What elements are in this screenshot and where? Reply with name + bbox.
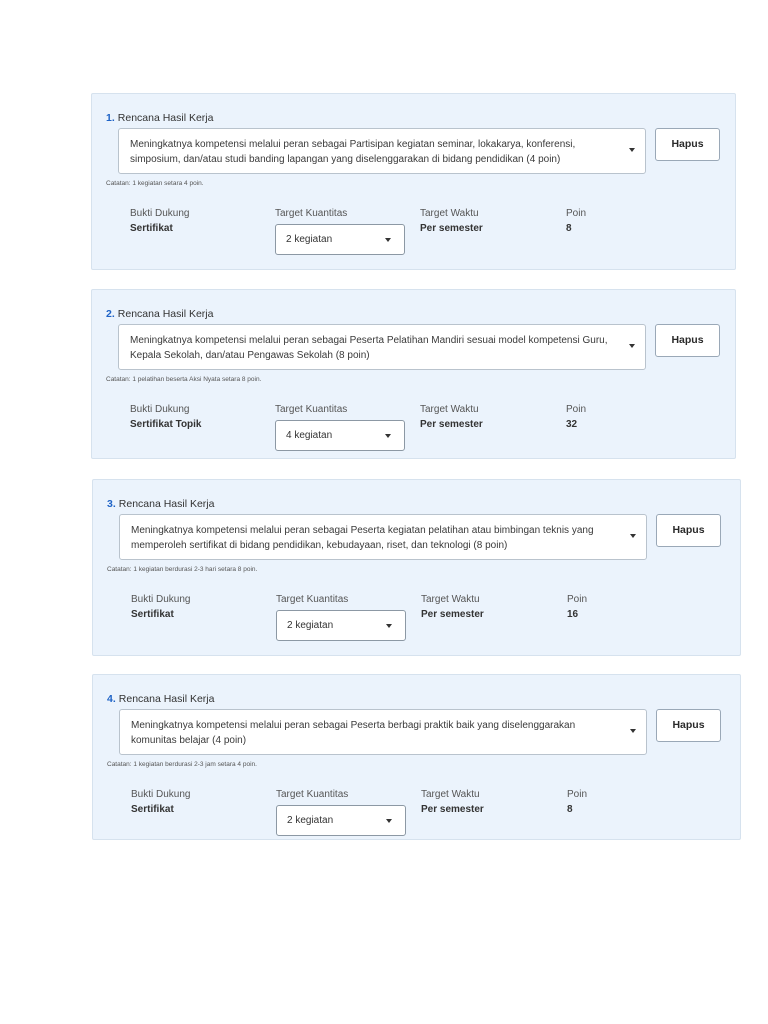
rencana-card-4 (92, 674, 741, 840)
target-kuantitas-value: 2 kegiatan (286, 234, 333, 245)
bukti-dukung-value: Sertifikat (130, 223, 173, 234)
target-kuantitas-label: Target Kuantitas (275, 208, 348, 219)
poin-label: Poin (566, 208, 587, 219)
hapus-button[interactable]: Hapus (656, 514, 721, 547)
bukti-dukung-label: Bukti Dukung (130, 208, 190, 219)
rencana-card-2 (91, 289, 736, 459)
catatan-note: Catatan: 1 kegiatan berdurasi 2-3 hari setara 8 poin. (107, 566, 258, 573)
hapus-button[interactable]: Hapus (656, 709, 721, 742)
card-number: 2. (106, 308, 115, 320)
bukti-dukung-value: Sertifikat (131, 804, 174, 815)
bukti-dukung-value: Sertifikat (131, 609, 174, 620)
catatan-note: Catatan: 1 kegiatan setara 4 poin. (106, 180, 204, 187)
rencana-select-value: Meningkatnya kompetensi melalui peran sebagai Peserta Pelatihan Mandiri sesuai model kompetensi Guru, Kepala Sekolah, dan/atau Pengawas Sekolah (8 poin) (130, 335, 608, 361)
rencana-select-value: Meningkatnya kompetensi melalui peran sebagai Peserta berbagi praktik baik yang diselenggarakan komunitas belajar (4 poin) (131, 720, 576, 746)
card-number: 1. (106, 112, 115, 124)
card-header (106, 112, 213, 124)
target-kuantitas-value: 4 kegiatan (286, 430, 333, 441)
target-kuantitas-select[interactable] (275, 224, 405, 255)
target-kuantitas-select[interactable] (275, 420, 405, 451)
rencana-select[interactable] (119, 709, 647, 755)
chevron-down-icon (630, 729, 636, 733)
target-kuantitas-select[interactable] (276, 610, 406, 641)
poin-label: Poin (567, 594, 588, 605)
chevron-down-icon (629, 344, 635, 348)
target-waktu-label: Target Waktu (421, 789, 480, 800)
bukti-dukung-value: Sertifikat Topik (130, 419, 202, 430)
rencana-select-value: Meningkatnya kompetensi melalui peran sebagai Peserta kegiatan pelatihan atau bimbingan teknis yang memperoleh sertifikat di bidang pendidikan, kebudayaan, riset, dan teknologi (8 poin) (131, 525, 594, 551)
chevron-down-icon (629, 148, 635, 152)
target-kuantitas-value: 2 kegiatan (287, 815, 334, 826)
poin-value: 32 (566, 419, 578, 430)
target-waktu-label: Target Waktu (420, 404, 479, 415)
target-waktu-value: Per semester (421, 609, 484, 620)
card-number: 3. (107, 498, 116, 510)
bukti-dukung-label: Bukti Dukung (130, 404, 190, 415)
card-header (107, 498, 214, 510)
card-header (106, 308, 213, 320)
target-kuantitas-label: Target Kuantitas (276, 594, 349, 605)
chevron-down-icon (385, 434, 391, 438)
hapus-button[interactable]: Hapus (655, 128, 720, 161)
target-kuantitas-value: 2 kegiatan (287, 620, 334, 631)
rencana-card-1 (91, 93, 736, 270)
poin-value: 8 (567, 804, 573, 815)
card-title: Rencana Hasil Kerja (118, 693, 215, 705)
bukti-dukung-label: Bukti Dukung (131, 594, 191, 605)
card-title: Rencana Hasil Kerja (117, 112, 214, 124)
target-waktu-value: Per semester (421, 804, 484, 815)
target-kuantitas-label: Target Kuantitas (276, 789, 349, 800)
poin-value: 16 (567, 609, 579, 620)
card-title: Rencana Hasil Kerja (118, 498, 215, 510)
target-waktu-label: Target Waktu (421, 594, 480, 605)
card-number: 4. (107, 693, 116, 705)
chevron-down-icon (386, 819, 392, 823)
poin-label: Poin (567, 789, 588, 800)
target-waktu-value: Per semester (420, 223, 483, 234)
chevron-down-icon (630, 534, 636, 538)
catatan-note: Catatan: 1 kegiatan berdurasi 2-3 jam setara 4 poin. (107, 761, 257, 768)
poin-label: Poin (566, 404, 587, 415)
poin-value: 8 (566, 223, 572, 234)
chevron-down-icon (385, 238, 391, 242)
rencana-select-value: Meningkatnya kompetensi melalui peran sebagai Partisipan kegiatan seminar, lokakarya, konferensi, simposium, dan/atau studi banding lapangan yang diselenggarakan di bidang pendidikan (4 poin) (130, 139, 576, 165)
rencana-select[interactable] (118, 324, 646, 370)
target-waktu-label: Target Waktu (420, 208, 479, 219)
rencana-select[interactable] (119, 514, 647, 560)
card-header (107, 693, 214, 705)
rencana-card-3 (92, 479, 741, 656)
target-kuantitas-label: Target Kuantitas (275, 404, 348, 415)
target-kuantitas-select[interactable] (276, 805, 406, 836)
catatan-note: Catatan: 1 pelatihan beserta Aksi Nyata setara 8 poin. (106, 376, 262, 383)
hapus-button[interactable]: Hapus (655, 324, 720, 357)
card-title: Rencana Hasil Kerja (117, 308, 214, 320)
bukti-dukung-label: Bukti Dukung (131, 789, 191, 800)
target-waktu-value: Per semester (420, 419, 483, 430)
chevron-down-icon (386, 624, 392, 628)
rencana-select[interactable] (118, 128, 646, 174)
